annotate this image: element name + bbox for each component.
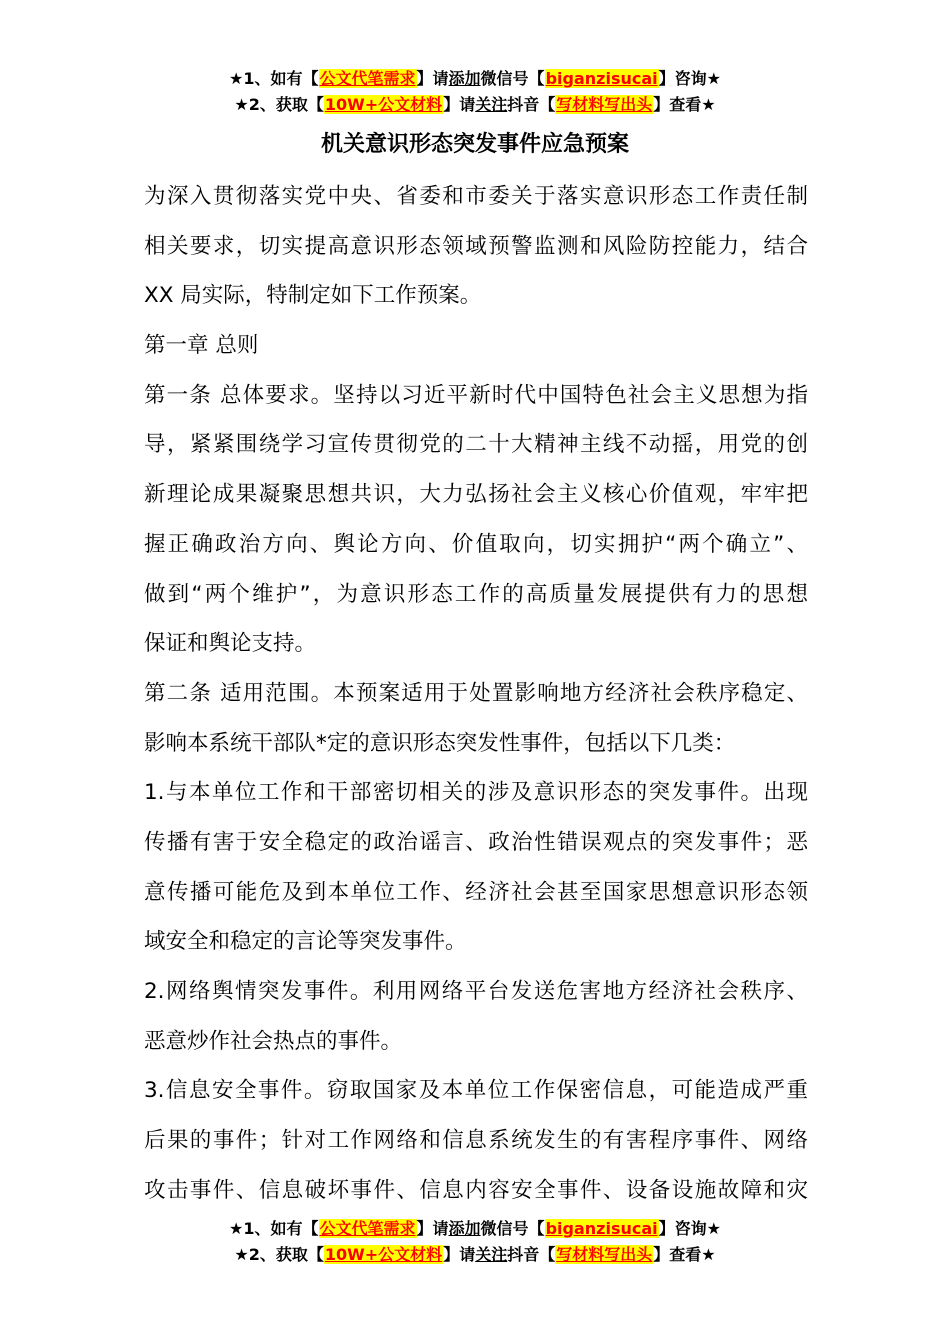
banner-highlight: 10W+公文材料 — [324, 1245, 443, 1264]
text-line: 做到“两个维护”，为意识形态工作的高质量发展提供有力的思想 — [144, 581, 808, 607]
banner-highlight: 公文代笔需求 — [319, 1219, 416, 1238]
document-body — [144, 172, 808, 1215]
text-line: 保证和舆论支持。 — [144, 631, 317, 657]
text-line: 第二条 适用范围。本预案适用于处置影响地方经济社会秩序稳定、 — [144, 680, 808, 706]
banner-underline: 关注 — [475, 95, 508, 114]
banner-line-2 — [0, 92, 950, 118]
text-line: 相关要求，切实提高意识形态领域预警监测和风险防控能力，结合 — [144, 233, 808, 259]
text-line: 传播有害于安全稳定的政治谣言、政治性错误观点的突发事件；恶 — [144, 829, 808, 855]
text-line: 后果的事件；针对工作网络和信息系统发生的有害程序事件、网络 — [144, 1128, 808, 1154]
banner-text: ★2、获取【 — [234, 1245, 324, 1264]
banner-text: ★1、如有【 — [229, 69, 319, 88]
banner-text: ★2、获取【 — [234, 95, 324, 114]
text-line: 意传播可能危及到本单位工作、经济社会甚至国家思想意识形态领 — [144, 879, 808, 905]
text-line: 导，紧紧围绕学习宣传贯彻党的二十大精神主线不动摇，用党的创 — [144, 432, 808, 458]
text-line: 第一条 总体要求。坚持以习近平新时代中国特色社会主义思想为指 — [144, 382, 808, 408]
text-line: 攻击事件、信息破坏事件、信息内容安全事件、设备设施故障和灾 — [144, 1177, 808, 1203]
text-line: 影响本系统干部队*定的意识形态突发性事件，包括以下几类： — [144, 730, 736, 756]
banner-underline: 关注 — [475, 1245, 508, 1264]
banner-underline: 添加 — [448, 1219, 481, 1238]
banner-text: 】咨询★ — [658, 1219, 721, 1238]
banner-text: 】请 — [416, 69, 449, 88]
text-line: 为深入贯彻落实党中央、省委和市委关于落实意识形态工作责任制 — [144, 184, 808, 209]
banner-line-1 — [0, 66, 950, 92]
document-title: 机关意识形态突发事件应急预案 — [320, 132, 629, 157]
bottom-banner — [0, 1216, 950, 1268]
banner-text: 抖音【 — [507, 95, 556, 114]
text-line: 域安全和稳定的言论等突发事件。 — [144, 929, 467, 955]
banner-text: ★1、如有【 — [229, 1219, 319, 1238]
banner-underline: 添加 — [448, 69, 481, 88]
banner-line-1 — [0, 1216, 950, 1242]
banner-highlight: biganzisucai — [545, 69, 658, 88]
text-line: 握正确政治方向、舆论方向、价值取向，切实拥护“两个确立”、 — [144, 531, 808, 557]
banner-text: 】查看★ — [653, 95, 716, 114]
banner-text: 】咨询★ — [658, 69, 721, 88]
text-line: 1.与本单位工作和干部密切相关的涉及意识形态的突发事件。出现 — [144, 780, 808, 806]
banner-text: 】请 — [443, 1245, 476, 1264]
banner-highlight: 公文代笔需求 — [319, 69, 416, 88]
text-line: 新理论成果凝聚思想共识，大力弘扬社会主义核心价值观，牢牢把 — [144, 482, 808, 508]
banner-highlight: biganzisucai — [545, 1219, 658, 1238]
banner-highlight: 10W+公文材料 — [324, 95, 443, 114]
banner-line-2 — [0, 1242, 950, 1268]
text-line: 恶意炒作社会热点的事件。 — [144, 1028, 403, 1054]
banner-text: 】请 — [416, 1219, 449, 1238]
text-line: XX 局实际，特制定如下工作预案。 — [144, 283, 482, 309]
text-line: 3.信息安全事件。窃取国家及本单位工作保密信息，可能造成严重 — [144, 1078, 808, 1104]
banner-text: 】请 — [443, 95, 476, 114]
top-banner — [0, 66, 950, 118]
banner-highlight: 写材料写出头 — [556, 1245, 653, 1264]
banner-text: 】查看★ — [653, 1245, 716, 1264]
banner-text: 微信号【 — [480, 69, 545, 88]
banner-text: 抖音【 — [507, 1245, 556, 1264]
text-line: 2.网络舆情突发事件。利用网络平台发送危害地方经济社会秩序、 — [144, 979, 808, 1004]
banner-text: 微信号【 — [480, 1219, 545, 1238]
banner-highlight: 写材料写出头 — [556, 95, 653, 114]
chapter-heading: 第一章 总则 — [144, 333, 259, 359]
